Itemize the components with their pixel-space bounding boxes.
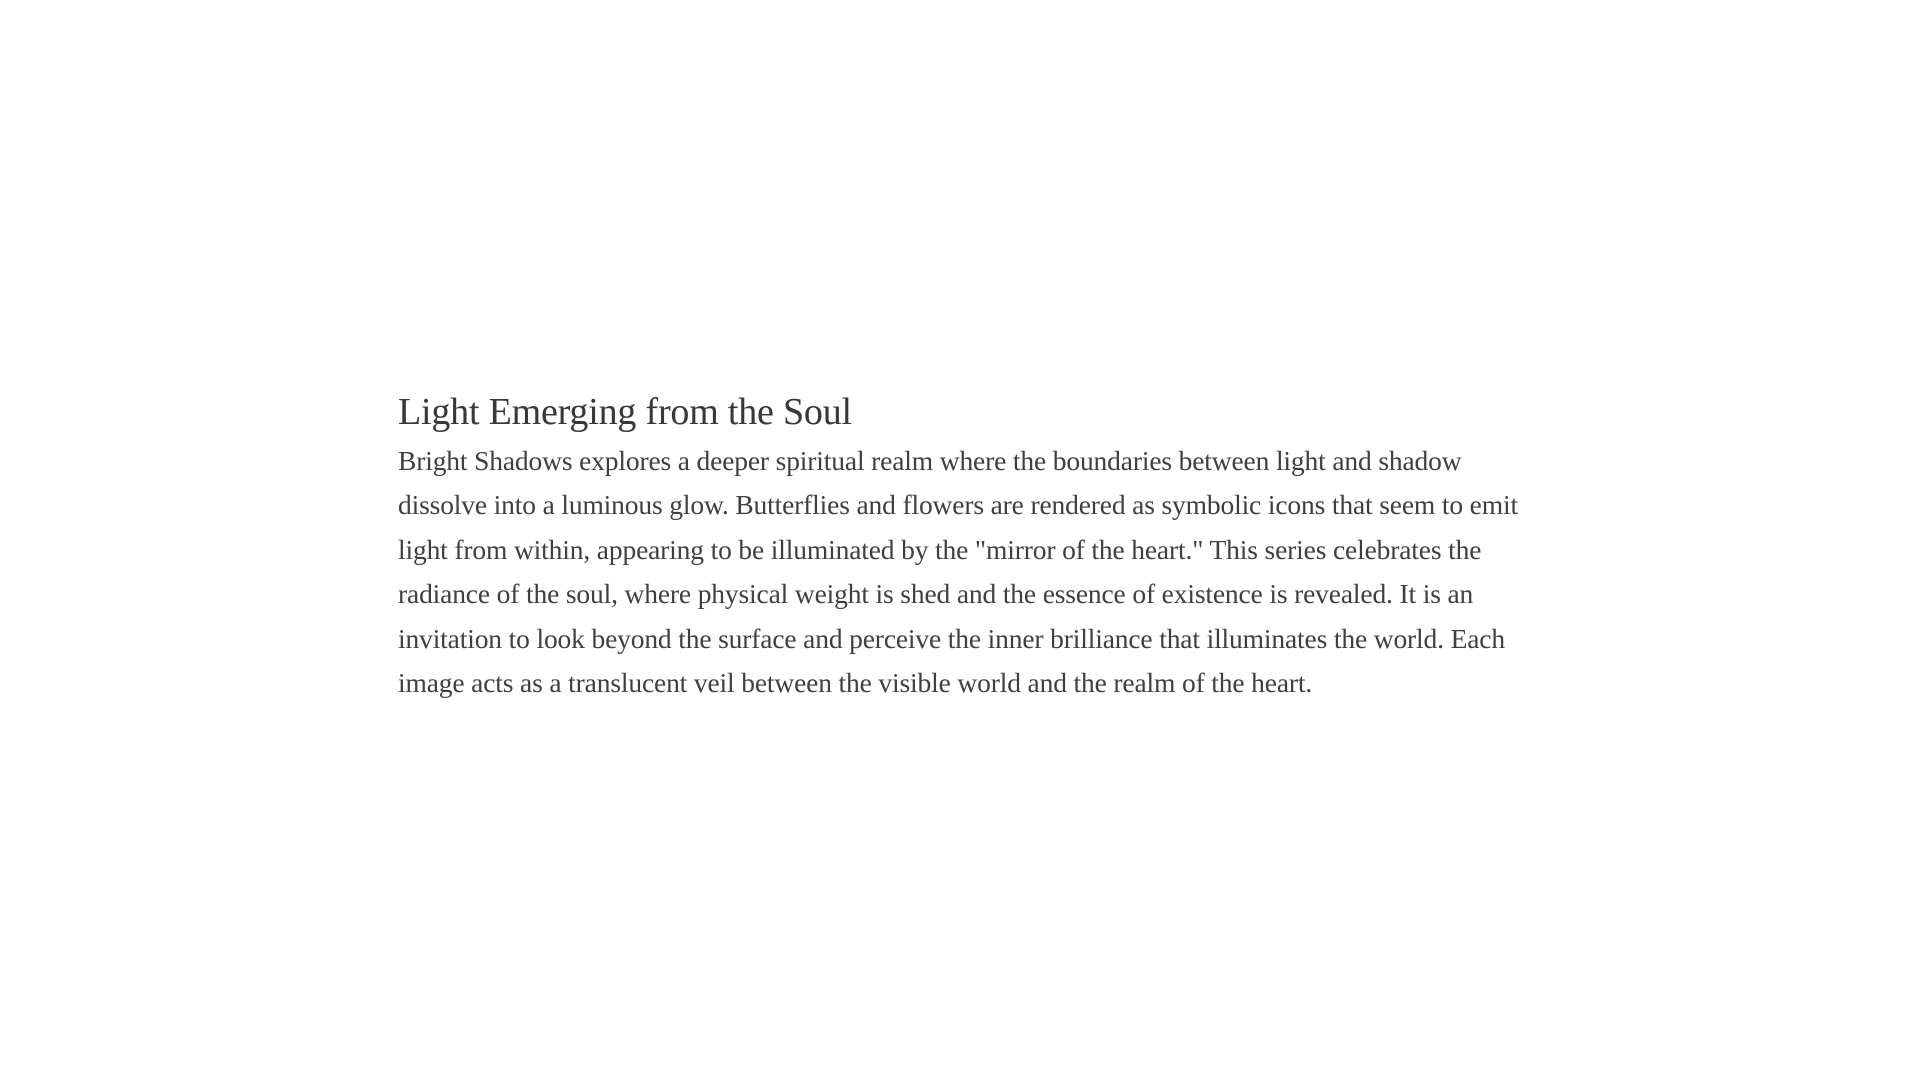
section-body: Bright Shadows explores a deeper spiritual realm where the boundaries between light and shadow dissolve into a luminous glow. Butterflies and flowers are rendered as symbolic icons that seem to emit light from within, appearing to be illuminated by the "mirror of the heart." This series celebrates the radiance of the soul, where physical weight is shed and the essence of existence is revealed. It is an invitation to look beyond the surface and perceive the inner brilliance that illuminates the world. Each image acts as a translucent veil between the visible world and the realm of the heart.: [398, 445, 1518, 699]
section-title: Light Emerging from the Soul: [398, 391, 852, 433]
text-section: [398, 390, 1548, 705]
